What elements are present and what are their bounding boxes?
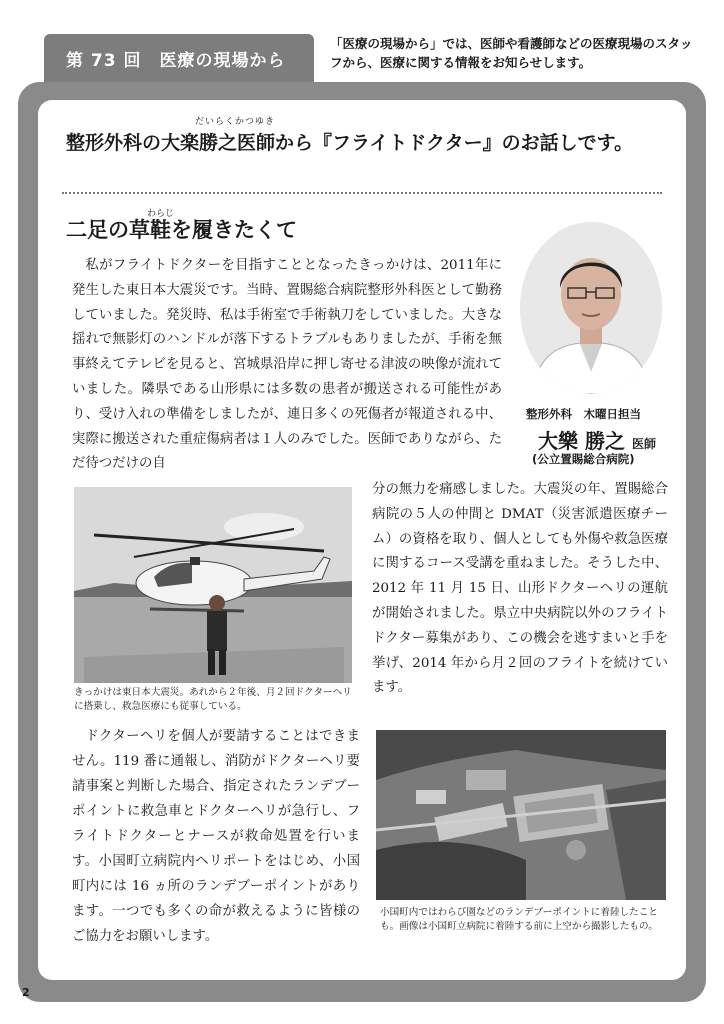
aerial-caption: 小国町内ではわらび園などのランデブーポイントに着陸したことも。画像は小国町立病院に着陸する前に上空から撮影したもの。: [380, 907, 658, 932]
body-paragraph-1: 私がフライトドクターを目指すこととなったきっかけは、2011年に発生した東日本大震災です。当時、置賜総合病院整形外科医として勤務していました。発災時、私は手術室で手術執刀をしていました。大きな揺れで無影灯のハンドルが落下するトラブルもありましたが、手術を無事終えてテレビを見ると、宮城県沿岸に押し寄せる津波の映像が流れていました。隣県である山形県には多数の患者が搬送される可能性があり、受け入れの準備をしましたが、連日多くの死傷者が報道される中、実際に搬送された重症傷病者は１人のみでした。医師でありながら、ただ待つだけの自: [72, 258, 502, 472]
aerial-photo: [376, 730, 666, 900]
section-ruby: わらじ: [147, 209, 175, 219]
body-paragraph-2: ドクターヘリを個人が要請することはできません。119 番に通報し、消防がドクターヘリ要請事案と判断した場合、指定されたランデブーポイントに救急車とドクターヘリが急行し、フライトドクターとナースが救命処置を行います。小国町立病院内ヘリポートをはじめ、小国町内には 16 ヵ所のランデブーポイントがあります。一つでも多くの命が救えるように皆様のご協力をお願いします。: [72, 729, 360, 944]
helicopter-caption: きっかけは東日本大震災。あれから２年後、月２回ドクターヘリに搭乗し、救急医療にも従事している。: [74, 687, 352, 712]
doctor-name-line: [538, 425, 656, 454]
intro-text: 「医療の現場から」では、医師や看護師などの医療現場のスタッフから、医療に関する情報をお知らせします。: [330, 36, 693, 70]
series-tab: [44, 34, 314, 82]
doctor-department: 整形外科 木曜日担当: [526, 407, 641, 421]
doctor-hospital: (公立置賜総合病院): [532, 452, 635, 466]
doctor-portrait: [520, 222, 662, 394]
dotted-divider: [62, 192, 662, 194]
doctor-name: 大樂 勝之: [538, 429, 625, 453]
body-paragraph-1-continued: 分の無力を痛感しました。大震災の年、置賜総合病院の５人の仲間と DMAT（災害派遣医療チーム）の資格を取り、個人としても外傷や救急医療に関するコース受講を重ねました。そうした中、2012 年 11 月 15 日、山形ドクターヘリの運航が開始されました。県立中央病院以外のフライトドクター募集があり、この機会を逃すまいと手を挙げ、2014 年から月２回のフライトを続けています。: [372, 482, 668, 696]
doctor-title: 医師: [631, 437, 656, 451]
helicopter-photo: [74, 487, 352, 683]
headline: 整形外科の大楽勝之医師から『フライトドクター』のお話しです。: [66, 132, 634, 154]
page-number: 2: [22, 986, 30, 999]
series-label: 第 73 回 医療の現場から: [66, 51, 286, 71]
headline-ruby: だいらくかつゆき: [195, 117, 276, 127]
section-title: 二足の草鞋を履きたくて: [66, 218, 297, 242]
